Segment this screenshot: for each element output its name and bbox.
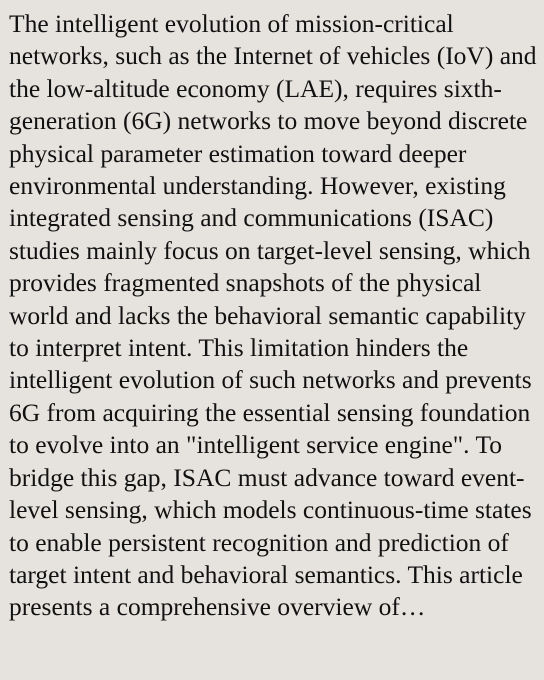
abstract-paragraph: The intelligent evolution of mission-critical networks, such as the Internet of vehicles (IoV) and the low-altitude economy (LAE), requires sixth-generation (6G) networks to move beyond discrete physical parameter estimation toward deeper environmental understanding. However, existing integrated sensing and communications (ISAC) studies mainly focus on target-level sensing, which provides fragmented snapshots of the physical world and lacks the behavioral semantic capability to interpret intent. This limitation hinders the intelligent evolution of such networks and prevents 6G from acquiring the essential sensing foundation to evolve into an "intelligent service engine". To bridge this gap, ISAC must advance toward event-level sensing, which models continuous-time states to enable persistent recognition and prediction of target intent and behavioral semantics. This article presents a comprehensive overview of… — [9, 9, 537, 622]
